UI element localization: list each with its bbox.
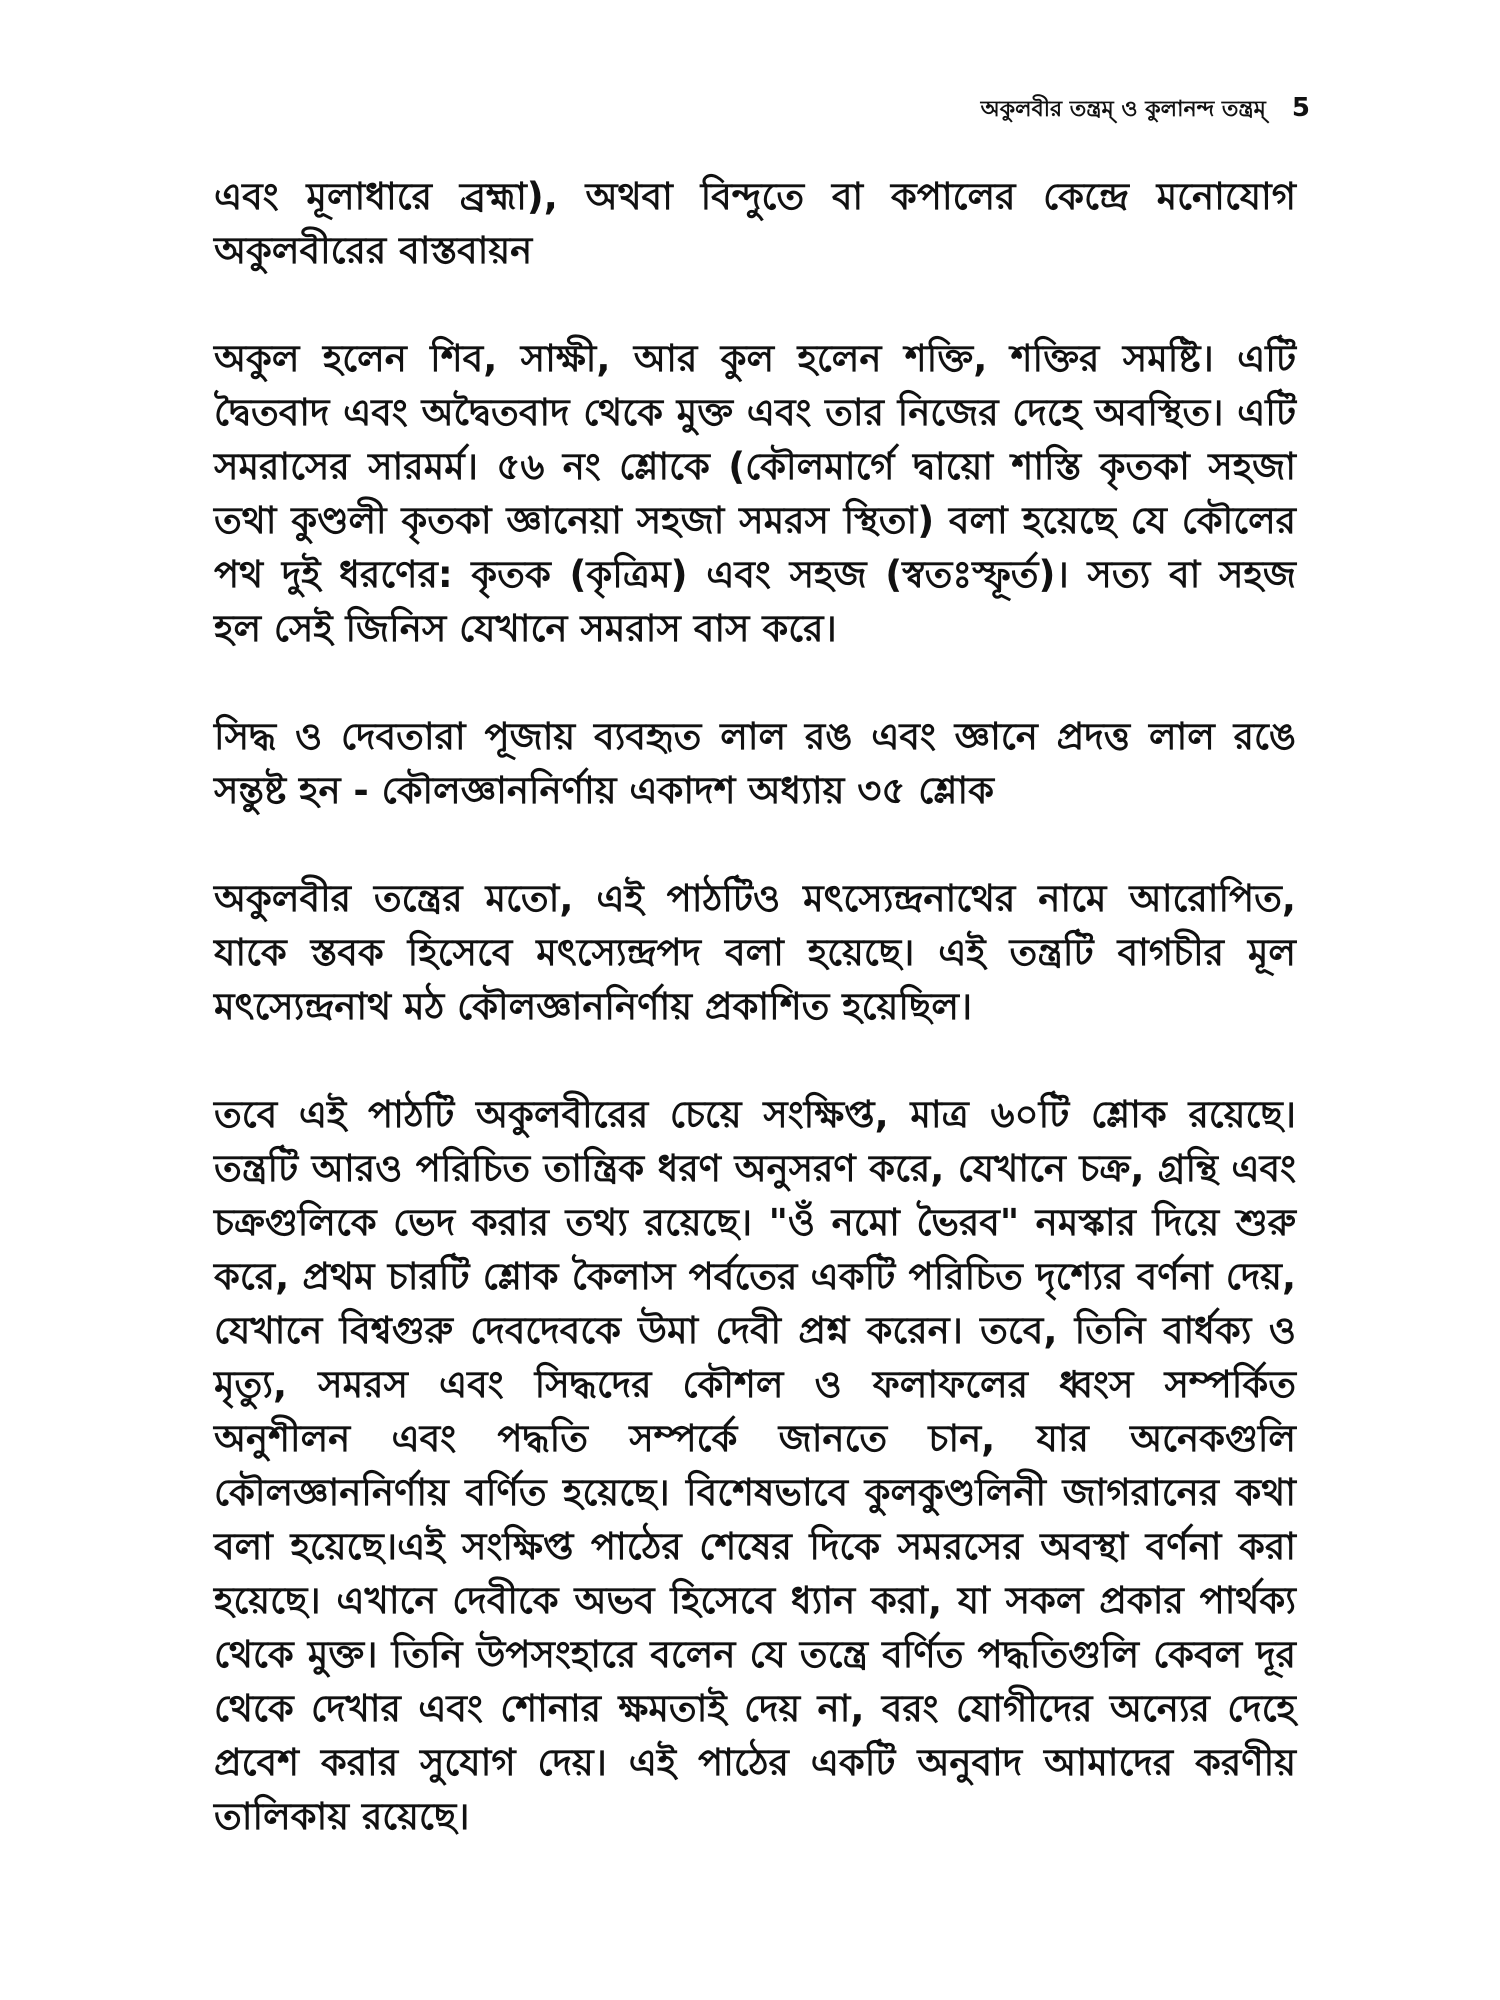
paragraph-5: তবে এই পাঠটি অকুলবীরের চেয়ে সংক্ষিপ্ত, মাত্র ৬০টি শ্লোক রয়েছে। তন্ত্রটি আরও পরিচিত তান্ত্রিক ধরণ অনুসরণ করে, যেখানে চক্র, গ্রন্থি এবং চক্রগুলিকে ভেদ করার তথ্য রয়েছে। "ওঁ নমো ভৈরব" নমস্কার দিয়ে শুরু করে, প্রথম চারটি শ্লোক কৈলাস পর্বতের একটি পরিচিত দৃশ্যের বর্ণনা দেয়, যেখানে বিশ্বগুরু দেবদেবকে উমা দেবী প্রশ্ন করেন। তবে, তিনি বার্ধক্য ও মৃত্যু, সমরস এবং সিদ্ধদের কৌশল ও ফলাফলের ধ্বংস সম্পর্কিত অনুশীলন এবং পদ্ধতি সম্পর্কে জানতে চান, যার অনেকগুলি কৌলজ্ঞাননির্ণায় বর্ণিত হয়েছে। বিশেষভাবে কুলকুণ্ডলিনী জাগরানের কথা বলা হয়েছে।এই সংক্ষিপ্ত পাঠের শেষের দিকে সমরসের অবস্থা বর্ণনা করা হয়েছে। এখানে দেবীকে অভব হিসেবে ধ্যান করা, যা সকল প্রকার পার্থক্য থেকে মুক্ত। তিনি উপসংহারে বলেন যে তন্ত্রে বর্ণিত পদ্ধতিগুলি কেবল দূর থেকে দেখার এবং শোনার ক্ষমতাই দেয় না, বরং যোগীদের অন্যের দেহে প্রবেশ করার সুযোগ দেয়। এই পাঠের একটি অনুবাদ আমাদের করণীয় তালিকায় রয়েছে। [214, 1093, 1296, 1838]
paragraph-1: এবং মূলাধারে ব্রহ্মা), অথবা বিন্দুতে বা কপালের কেন্দ্রে মনোযোগ অকুলবীরের বাস্তবায়ন [214, 175, 1296, 272]
page-number: 5 [1291, 93, 1310, 123]
paragraph-4: অকুলবীর তন্ত্রের মতো, এই পাঠটিও মৎস্যেন্দ্রনাথের নামে আরোপিত, যাকে স্তবক হিসেবে মৎস্যেন্দ্রপদ বলা হয়েছে। এই তন্ত্রটি বাগচীর মূল মৎস্যেন্দ্রনাথ মঠ কৌলজ্ঞাননির্ণায় প্রকাশিত হয়েছিল। [214, 877, 1296, 1028]
paragraph-3: সিদ্ধ ও দেবতারা পূজায় ব্যবহৃত লাল রঙ এবং জ্ঞানে প্রদত্ত লাল রঙে সন্তুষ্ট হন - কৌলজ্ঞাননির্ণায় একাদশ অধ্যায় ৩৫ শ্লোক [214, 715, 1296, 812]
running-header [981, 92, 1310, 129]
paragraph-2: অকুল হলেন শিব, সাক্ষী, আর কুল হলেন শক্তি, শক্তির সমষ্টি। এটি দ্বৈতবাদ এবং অদ্বৈতবাদ থেকে মুক্ত এবং তার নিজের দেহে অবস্থিত। এটি সমরাসের সারমর্ম। ৫৬ নং শ্লোকে (কৌলমার্গে দ্বায়ো শাস্তি কৃতকা সহজা তথা কুণ্ডলী কৃতকা জ্ঞানেয়া সহজা সমরস স্থিতা) বলা হয়েছে যে কৌলের পথ দুই ধরণের: কৃতক (কৃত্রিম) এবং সহজ (স্বতঃস্ফূর্ত)। সত্য বা সহজ হল সেই জিনিস যেখানে সমরাস বাস করে। [214, 337, 1296, 650]
body-text [214, 170, 1296, 1844]
running-title: অকুলবীর তন্ত্রম্ ও কুলানন্দ তন্ত্রম্ [980, 97, 1266, 122]
